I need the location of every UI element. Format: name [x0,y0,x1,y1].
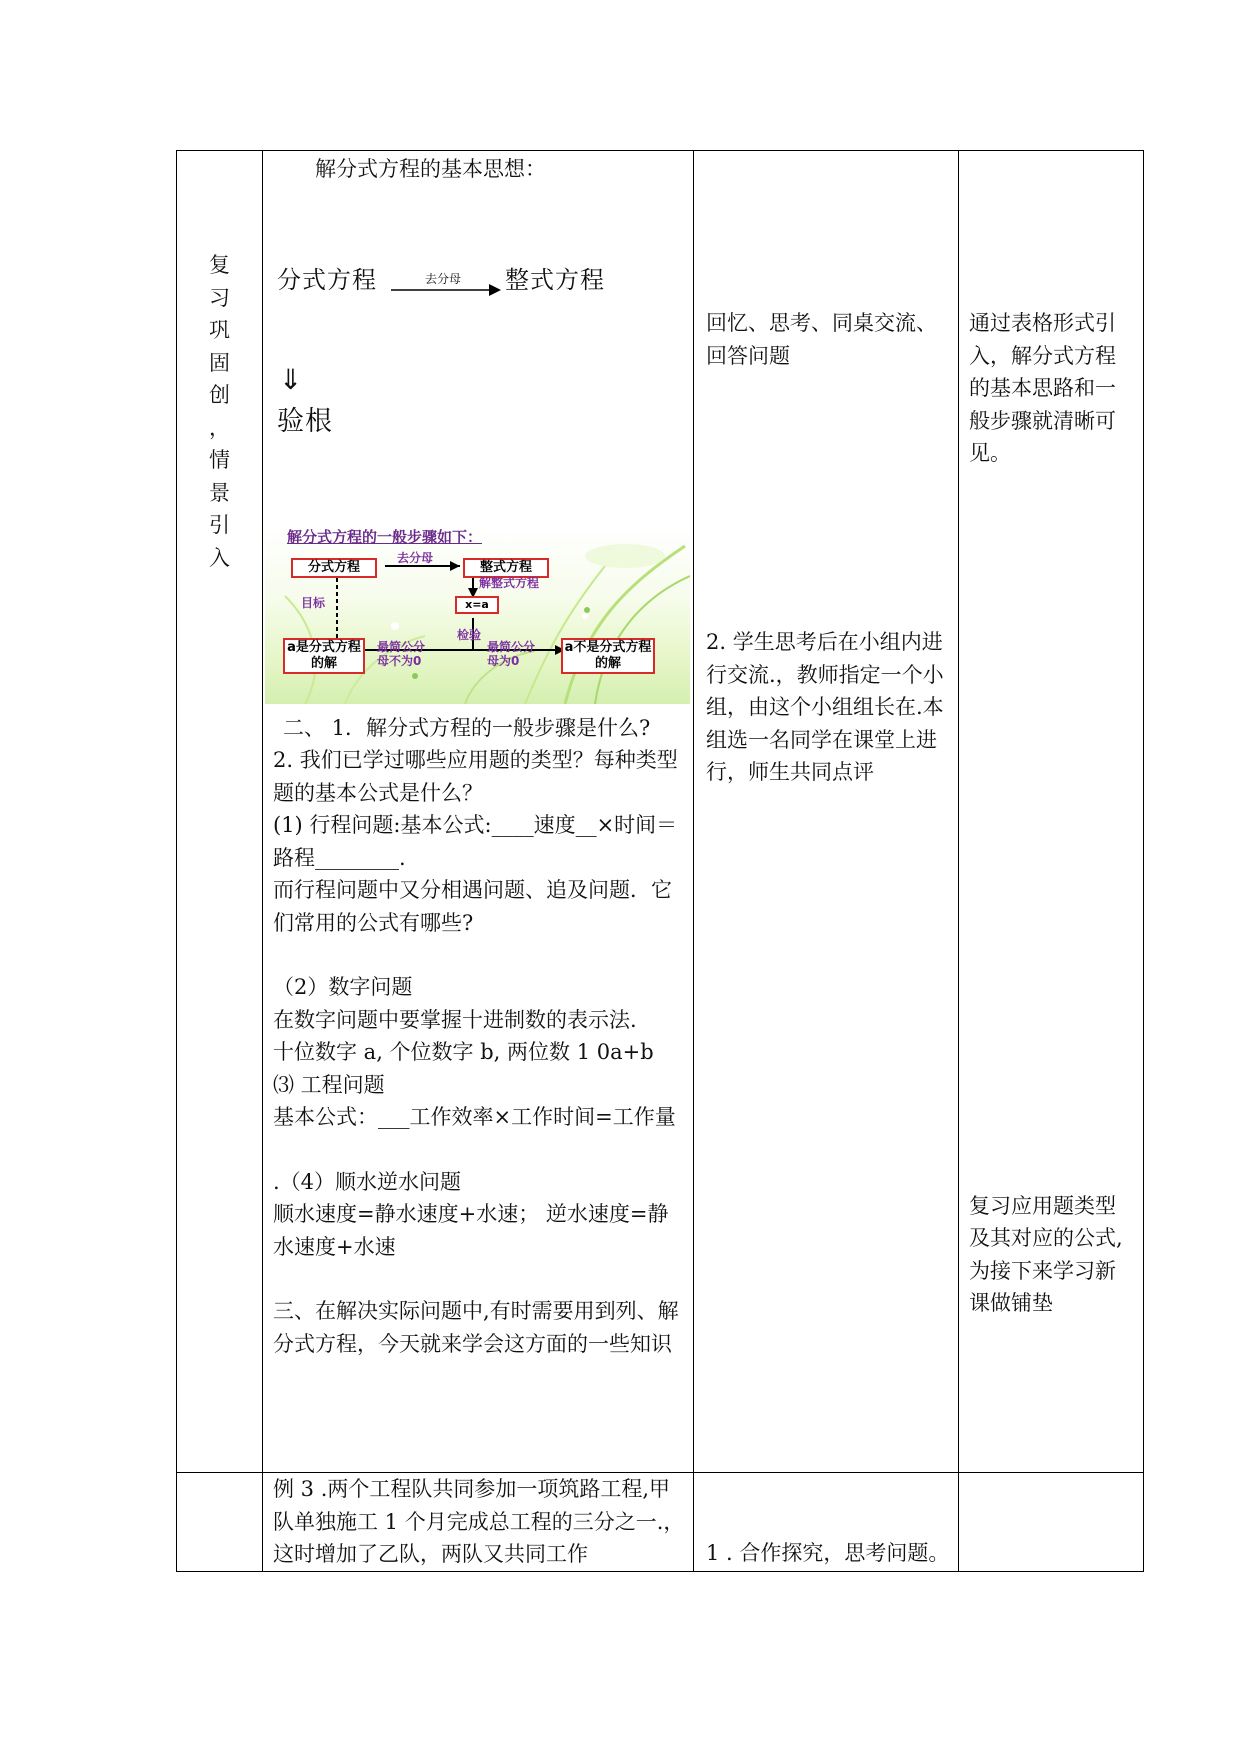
stage-cell [177,151,263,1473]
box-not-solution: a不是分式方程的解 [561,638,655,674]
label-remove-denominator: 去分母 [397,550,434,565]
diagram-check: 验根 [277,405,333,437]
box-integral-equation: 整式方程 [463,558,549,578]
content-line: 二、 1．解分式方程的一般步骤是什么? [283,715,651,740]
table-row-example [177,1473,1144,1572]
content-line: 顺水速度=静水速度+水速； 逆水速度=静水速度+水速 [273,1202,669,1259]
content-line: 十位数字 a, 个位数字 b, 两位数 1 0a+b [273,1040,654,1064]
stage-char: ， [209,415,230,440]
stage-char: 巩 [209,318,230,342]
diagram-to: 整式方程 [505,265,605,294]
stage-char: 引 [209,513,230,537]
student-activity-3: 1 . 合作探究，思考问题。 [706,1541,950,1565]
activity-cell [694,151,959,1473]
stage-char: 景 [209,480,230,505]
content-line: 而行程问题中又分相遇问题、追及问题．它们常用的公式有哪些? [273,878,672,935]
intent-cell-empty [959,1473,1144,1572]
design-intent-1: 通过表格形式引入，解分式方程的基本思路和一般步骤就清晰可见。 [969,311,1116,465]
content-line: .（4）顺水逆水问题 [273,1169,462,1194]
content-line: 2. 我们已学过哪些应用题的类型？每种类型题的基本公式是什么？ [273,748,678,805]
stage-char: 固 [209,350,230,375]
student-activity-1: 回忆、思考、同桌交流、回答问题 [706,311,937,368]
idea-title: 解分式方程的基本思想： [315,157,546,181]
content-line: ⑶ 工程问题 [273,1072,385,1097]
lesson-plan-table [176,150,1144,1572]
activity-cell-2 [694,1473,959,1572]
example-cell [263,1473,694,1572]
stage-char: 复 [209,253,230,277]
label-solve-integral: 解整式方程 [479,575,540,590]
content-line: 基本公式：___工作效率×工作时间=工作量 [273,1105,676,1129]
intent-cell [959,151,1144,1473]
label-lcd-nonzero: 最简公分母不为0 [377,639,426,668]
label-check: 检验 [457,627,482,642]
diagram-from: 分式方程 [277,265,377,294]
content-line: (1) 行程问题:基本公式:____速度__×时间＝路程________. [273,813,678,870]
stage-cell-empty [177,1473,263,1572]
student-activity-2: 2. 学生思考后在小组内进行交流.，教师指定一个小组，由这个小组组长在.本组选一名同学在课堂上进行，师生共同点评 [706,630,944,784]
table-row-review [177,151,1144,1473]
stage-char: 入 [209,545,230,570]
example-text: 例 3 .两个工程队共同参加一项筑路工程,甲队单独施工 1 个月完成总工程的三分之一.，这时增加了乙队，两队又共同工作 [273,1477,685,1566]
basic-idea-diagram [273,186,687,526]
box-x-equals-a: x=a [455,596,499,614]
content-line: （2）数字问题 [273,975,413,999]
box-is-solution: a是分式方程的解 [283,638,365,674]
down-double-arrow-icon: ⇓ [279,362,304,396]
label-lcd-zero: 最简公分母为0 [487,639,536,668]
grass-decoration [265,526,690,704]
steps-banner [265,526,690,704]
design-intent-2: 复习应用题类型及其对应的公式,为接下来学习新课做铺垫 [969,1193,1123,1315]
stage-char: 情 [209,448,230,472]
stage-char: 创 [209,383,230,407]
stage-char: 习 [209,285,230,310]
diagram-arrow-label: 去分母 [425,271,462,286]
right-arrow-icon [391,280,501,300]
content-line: 三、在解决实际问题中,有时需要用到列、解分式方程，今天就来学会这方面的一些知识 [273,1299,679,1356]
banner-title: 解分式方程的一般步骤如下： [287,527,483,546]
content-cell [263,151,694,1473]
box-fractional-equation: 分式方程 [291,558,377,578]
label-goal: 目标 [301,595,326,610]
content-line: 在数字问题中要掌握十进制数的表示法. [273,1007,637,1032]
